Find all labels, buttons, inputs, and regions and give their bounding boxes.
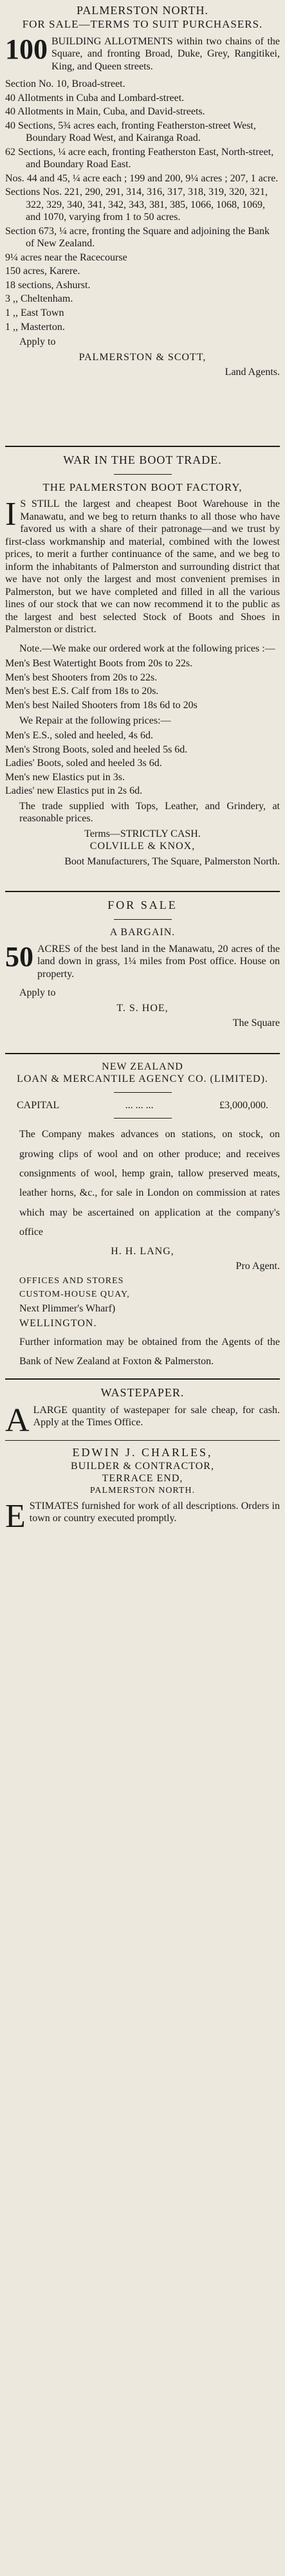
price-item: Ladies' new Elastics put in 2s 6d. bbox=[5, 785, 143, 797]
capital-line bbox=[5, 1099, 280, 1112]
apply-text: Apply to bbox=[19, 336, 56, 348]
list-item: 40 Allotments in Cuba and Lombard-street. bbox=[5, 92, 185, 104]
ad-intro bbox=[5, 35, 280, 73]
list-item: 1 ,, East Town bbox=[5, 307, 64, 318]
ad-headline: FOR SALE—TERMS TO SUIT PURCHASERS. bbox=[22, 17, 263, 30]
builder-ad bbox=[5, 1445, 280, 1535]
firm-role: Land Agents. bbox=[225, 367, 280, 378]
ad-title: WAR IN THE BOOT TRADE. bbox=[63, 453, 222, 466]
firm-sub: Boot Manufacturers, The Square, Palmerston North. bbox=[64, 855, 280, 867]
price-item: Men's new Elastics put in 3s. bbox=[5, 771, 125, 783]
land-sale-ad bbox=[5, 4, 280, 379]
builder-name: EDWIN J. CHARLES, bbox=[72, 1445, 213, 1459]
price-item: Men's Best Watertight Boots from 20s to 22s. bbox=[5, 658, 193, 670]
section-divider bbox=[5, 446, 280, 447]
price-item: Men's best E.S. Calf from 18s to 20s. bbox=[5, 686, 159, 697]
ad-body: The Company makes advances on stations, on stock, on growing clips of wool and on other produce; and receives consignments of wool, hemp grain, tallow preserved meats, leather horns, &c., for sale in London on commission at rates which may be ascertained on application at the company's office bbox=[19, 1129, 280, 1238]
ad-body bbox=[5, 498, 280, 636]
builder-place: TERRACE END, bbox=[102, 1473, 183, 1484]
big-number: 100 bbox=[5, 33, 48, 65]
body-text: ACRES of the best land in the Manawatu, 20 acres of the land down in grass, 1¼ miles from Post office. House on property. bbox=[37, 943, 280, 980]
terms-text: Terms—STRICTLY CASH. bbox=[84, 828, 201, 839]
ad-subtitle: THE PALMERSTON BOOT FACTORY, bbox=[42, 480, 243, 493]
drop-cap: E bbox=[5, 1497, 26, 1535]
ad-subtitle: A BARGAIN. bbox=[109, 927, 176, 938]
list-item: 40 Sections, 5¾ acres each, fronting Featherston-street West, Boundary Road West, and Kairanga Road. bbox=[5, 120, 256, 144]
ad-title: NEW ZEALAND bbox=[102, 1061, 183, 1072]
agent-role: Pro Agent. bbox=[235, 1261, 280, 1272]
loan-agency-ad bbox=[5, 1061, 280, 1372]
capital-dots: ... ... ... bbox=[125, 1099, 154, 1111]
list-item: 9¼ acres near the Racecourse bbox=[5, 251, 127, 263]
list-item: 1 ,, Masterton. bbox=[5, 321, 65, 333]
body-text: STIMATES furnished for work of all descriptions. Orders in town or country executed promptly. bbox=[29, 1500, 280, 1524]
divider bbox=[114, 474, 172, 475]
apply-text: Apply to bbox=[19, 987, 56, 999]
boot-factory-ad bbox=[5, 453, 280, 868]
city-text: WELLINGTON. bbox=[19, 1318, 97, 1329]
divider bbox=[114, 1118, 172, 1119]
price-item: Men's best Nailed Shooters from 18s 6d to 20s bbox=[5, 700, 198, 711]
body-text: S STILL the largest and cheapest Boot Warehouse in the Manawatu, and we beg to return thanks to all those who have favored us with a share of their patronage—and we trust by first-class workmanship and material, combined with the lowest prices, to merit a further continuance of the same, and we beg to inform the inhabitants of Palmerston and surrounding district that we have not only the largest and most convenient premises in Palmerston, but we have completed and filled in all the various lines of our stock that we can now recommend it to the public as the largest and best selected Stock of Boots and Shoes in Palmerston or district. bbox=[5, 498, 280, 635]
contact-name: T. S. HOE, bbox=[116, 1002, 169, 1014]
section-divider bbox=[5, 891, 280, 892]
section-divider bbox=[5, 1440, 280, 1441]
list-item: Sections Nos. 221, 290, 291, 314, 316, 317, 318, 319, 320, 321, 322, 329, 340, 341, 342, 343, 381, 385, 1066, 1068, 1069, and 1070, varying from 1 to 50 acres. bbox=[5, 187, 268, 223]
wharf-text: Next Plimmer's Wharf) bbox=[19, 1302, 116, 1314]
list-item: 18 sections, Ashurst. bbox=[5, 279, 91, 291]
quay-text: CUSTOM-HOUSE QUAY, bbox=[19, 1289, 130, 1299]
divider bbox=[114, 1092, 172, 1093]
price-item: Men's best Shooters from 20s to 22s. bbox=[5, 671, 158, 683]
drop-cap: I bbox=[5, 496, 17, 533]
newspaper-column bbox=[5, 0, 280, 1535]
ad-body bbox=[5, 940, 280, 981]
big-number: 50 bbox=[5, 940, 33, 973]
builder-town: PALMERSTON NORTH. bbox=[89, 1485, 196, 1495]
builder-trade: BUILDER & CONTRACTOR, bbox=[71, 1460, 214, 1472]
bargain-land-ad bbox=[5, 899, 280, 1030]
list-item: Nos. 44 and 45, ¼ acre each ; 199 and 200, 9¼ acres ; 207, 1 acre. bbox=[5, 172, 279, 184]
list-item: Section No. 10, Broad-street. bbox=[5, 78, 125, 90]
repair-text: We Repair at the following prices:— bbox=[19, 715, 171, 726]
divider bbox=[114, 919, 172, 920]
price-item: Men's E.S., soled and heeled, 4s 6d. bbox=[5, 730, 153, 742]
trade-text: The trade supplied with Tops, Leather, and Grindery, at reasonable prices. bbox=[19, 800, 280, 825]
drop-cap: A bbox=[5, 1402, 30, 1439]
firm-name: COLVILLE & KNOX, bbox=[89, 841, 196, 852]
capital-value: £3,000,000. bbox=[219, 1099, 268, 1111]
list-item: 150 acres, Karere. bbox=[5, 266, 80, 277]
agent-name: H. H. LANG, bbox=[111, 1245, 174, 1257]
ad-body bbox=[5, 1497, 280, 1535]
intro-text: BUILDING ALLOTMENTS within two chains of the Square, and fronting Broad, Duke, Grey, Rangitikei, King, and Queen streets. bbox=[51, 35, 280, 72]
capital-label: CAPITAL bbox=[17, 1099, 60, 1111]
list-item: 3 ,, Cheltenham. bbox=[5, 293, 73, 305]
section-divider bbox=[5, 1053, 280, 1054]
ad-title: FOR SALE bbox=[107, 899, 178, 912]
list-item: Section 673, ¼ acre, fronting the Square and adjoining the Bank of New Zealand. bbox=[5, 225, 270, 250]
ad-title-2: LOAN & MERCANTILE AGENCY CO. (LIMITED). bbox=[17, 1073, 268, 1085]
firm-name: PALMERSTON & SCOTT, bbox=[78, 351, 207, 363]
note-text: Note.—We make our ordered work at the following prices :— bbox=[19, 643, 275, 654]
ad-title: WASTEPAPER. bbox=[100, 1385, 185, 1399]
list-item: 62 Sections, ¼ acre each, fronting Featherston East, North-street, and Boundary Road East. bbox=[5, 146, 274, 170]
body-text: LARGE quantity of wastepaper for sale cheap, for cash. Apply at the Times Office. bbox=[33, 1404, 280, 1429]
price-item: Men's Strong Boots, soled and heeled 5s 6d. bbox=[5, 744, 188, 755]
offices-text: OFFICES AND STORES bbox=[19, 1275, 124, 1286]
list-item: 40 Allotments in Main, Cuba, and David-streets. bbox=[5, 106, 205, 118]
price-item: Ladies' Boots, soled and heeled 3s 6d. bbox=[5, 758, 162, 769]
contact-place: The Square bbox=[232, 1018, 280, 1029]
section-divider bbox=[5, 1378, 280, 1380]
ad-body bbox=[5, 1402, 280, 1439]
wastepaper-ad bbox=[5, 1385, 280, 1439]
info-text: Further information may be obtained from the Agents of the Bank of New Zealand at Foxton & Palmerston. bbox=[19, 1336, 280, 1367]
ad-title: PALMERSTON NORTH. bbox=[77, 4, 208, 17]
